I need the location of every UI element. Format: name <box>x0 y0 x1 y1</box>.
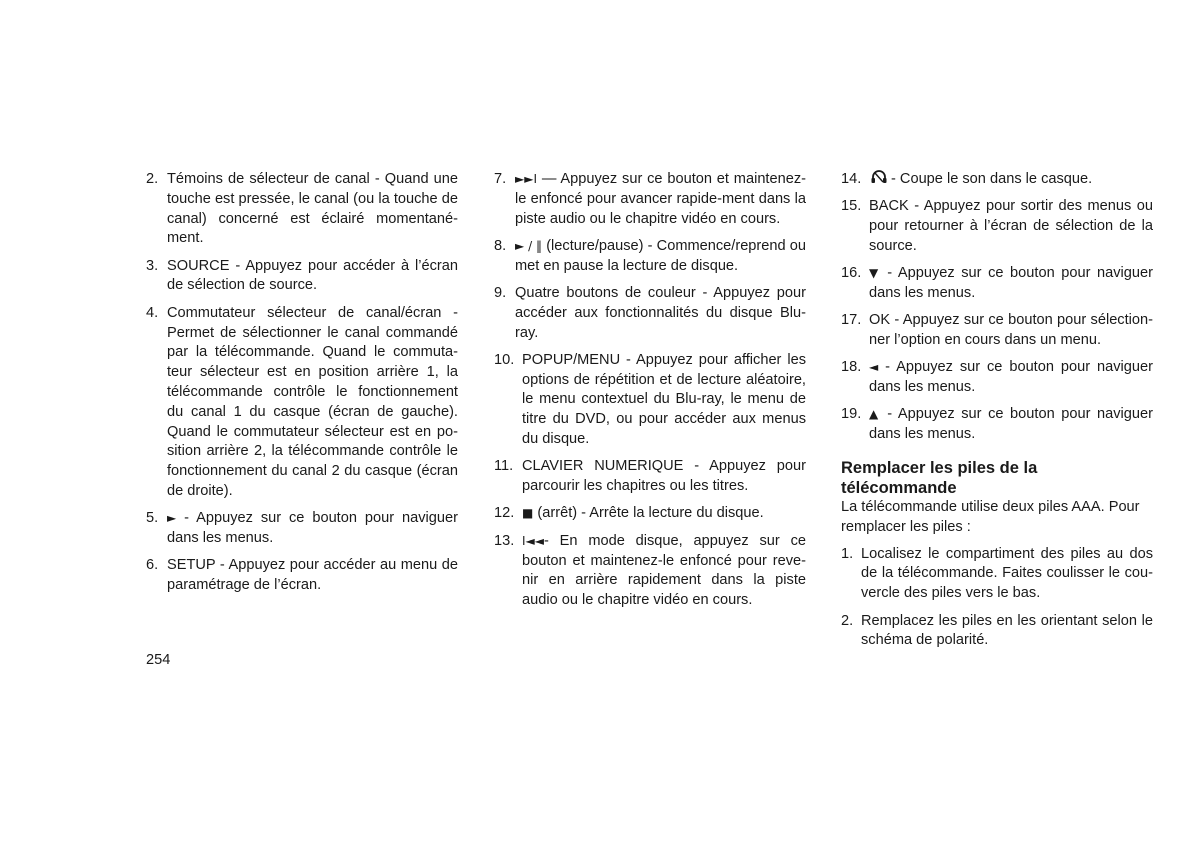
list-item <box>841 197 1153 256</box>
item-text: - Appuyez sur ce bouton pour naviguer dans les menus. <box>869 406 1153 443</box>
list-item <box>146 304 458 502</box>
list-item <box>841 612 1153 652</box>
item-number: 10. <box>494 351 515 368</box>
right-arrow-icon: ► <box>167 511 177 526</box>
item-body <box>515 170 806 229</box>
item-text: - En mode disque, appuyez sur ce bouton et maintenez-le enfoncé pour reve-nir en arrière rapidement dans la piste audio ou le chapitre vidéo en cours. <box>522 532 806 609</box>
item-text: OK - Appuyez sur ce bouton pour sélection-ner l’option en cours dans un menu. <box>869 312 1153 349</box>
play-pause-icon: ► / ‖ <box>515 238 543 253</box>
item-number: 4. <box>146 304 159 321</box>
item-text: (arrêt) - Arrête la lecture du disque. <box>533 505 764 522</box>
item-text: CLAVIER NUMERIQUE - Appuyez pour parcourir les chapitres ou les titres. <box>522 458 806 495</box>
list-item <box>841 170 1153 190</box>
list-item <box>146 509 458 549</box>
item-number: 2. <box>841 612 854 629</box>
list-item <box>841 545 1153 604</box>
item-body <box>869 170 1153 190</box>
item-number: 19. <box>841 406 862 423</box>
list-item <box>146 556 458 596</box>
item-number: 8. <box>494 237 507 254</box>
item-number: 7. <box>494 171 507 187</box>
item-number: 6. <box>146 557 159 574</box>
item-number: 18. <box>841 359 862 376</box>
list-item <box>494 237 806 277</box>
item-body <box>869 264 1153 304</box>
list-item <box>841 311 1153 351</box>
right-column <box>841 170 1153 659</box>
up-arrow-icon: ▲ <box>869 407 881 422</box>
item-body <box>522 504 806 524</box>
section-heading: Remplacer les piles de la télécommande <box>841 459 1038 497</box>
item-text: - Coupe le son dans le casque. <box>891 171 1093 187</box>
headset-mute-icon <box>869 170 889 184</box>
item-number: 5. <box>146 510 159 527</box>
item-number: 14. <box>841 171 862 187</box>
item-number: 9. <box>494 284 507 301</box>
item-number: 11. <box>494 458 514 475</box>
list-item <box>494 532 806 611</box>
item-text: SETUP - Appuyez pour accéder au menu de paramétrage de l’écran. <box>167 557 458 594</box>
item-text: BACK - Appuyez pour sortir des menus ou pour retourner à l’écran de sélection de la source. <box>869 198 1153 254</box>
item-text: Témoins de sélecteur de canal - Quand une touche est pressée, le canal (ou la touche de canal) concerné est éclairé momentané-ment. <box>167 171 458 247</box>
item-body <box>167 509 458 549</box>
left-arrow-icon: ◄ <box>869 360 879 375</box>
item-number: 2. <box>146 171 159 187</box>
item-text: Localisez le compartiment des piles au dos de la télécommande. Faites coulisser le cou-vercle des piles vers le bas. <box>861 545 1153 602</box>
item-number: 12. <box>494 505 515 522</box>
rewind-icon: I◄◄ <box>522 533 544 548</box>
item-text: - Appuyez sur ce bouton pour naviguer dans les menus. <box>869 359 1153 396</box>
section-intro: La télécommande utilise deux piles AAA. Pour remplacer les piles : <box>841 499 1140 535</box>
list-item <box>494 284 806 343</box>
item-number: 1. <box>841 545 854 562</box>
item-text: POPUP/MENU - Appuyez pour afficher les options de répétition et de lecture aléatoire, le menu contextuel du Blu-ray, le menu de titre du DVD, ou pour accéder aux menus du disque. <box>522 351 806 448</box>
list-item <box>146 170 458 249</box>
stop-icon: ■ <box>522 506 534 521</box>
list-item <box>494 457 806 497</box>
item-body <box>522 532 806 611</box>
item-text: (lecture/pause) - Commence/reprend ou met en pause la lecture de disque. <box>515 237 806 274</box>
page-number: 254 <box>146 652 171 668</box>
item-text: Quatre boutons de couleur - Appuyez pour accéder aux fonctionnalités du disque Blu-ray. <box>515 284 806 341</box>
item-text: Commutateur sélecteur de canal/écran - Permet de sélectionner le canal commandé par la télécommande. Quand le commuta-teur sélecteur est en position arrière 1, la télécommande contrôle le fonctionnement du canal 1 du casque (écran de gauche). Quand le commutateur sélecteur est en po-sition arrière 2, la télécommande contrôle le fonctionnement du canal 2 du casque (écran de droite). <box>167 304 458 499</box>
fast-forward-icon: ►►I <box>515 172 537 186</box>
item-number: 15. <box>841 198 862 215</box>
item-body <box>515 237 806 277</box>
list-item <box>841 358 1153 398</box>
item-number: 3. <box>146 257 159 274</box>
list-item <box>494 504 806 524</box>
item-text: - Appuyez sur ce bouton pour naviguer dans les menus. <box>869 265 1153 301</box>
item-body <box>869 358 1153 398</box>
item-body <box>869 405 1153 445</box>
item-number: 13. <box>494 532 515 549</box>
item-text: Remplacez les piles en les orientant selon le schéma de polarité. <box>861 612 1153 649</box>
item-text: - Appuyez sur ce bouton pour naviguer dans les menus. <box>167 510 458 547</box>
list-item <box>841 405 1153 445</box>
item-number: 17. <box>841 312 862 329</box>
left-column <box>146 170 458 603</box>
list-item <box>146 257 458 297</box>
item-number: 16. <box>841 265 862 282</box>
item-text: SOURCE - Appuyez pour accéder à l’écran de sélection de source. <box>167 257 458 294</box>
list-item <box>494 351 806 450</box>
list-item <box>841 264 1153 304</box>
down-arrow-icon: ▼ <box>869 266 881 281</box>
item-text: — Appuyez sur ce bouton et maintenez-le enfoncé pour avancer rapide-ment dans la piste audio ou le chapitre vidéo en cours. <box>515 171 806 227</box>
list-item <box>494 170 806 229</box>
battery-steps <box>841 545 1153 651</box>
middle-column <box>494 170 806 618</box>
